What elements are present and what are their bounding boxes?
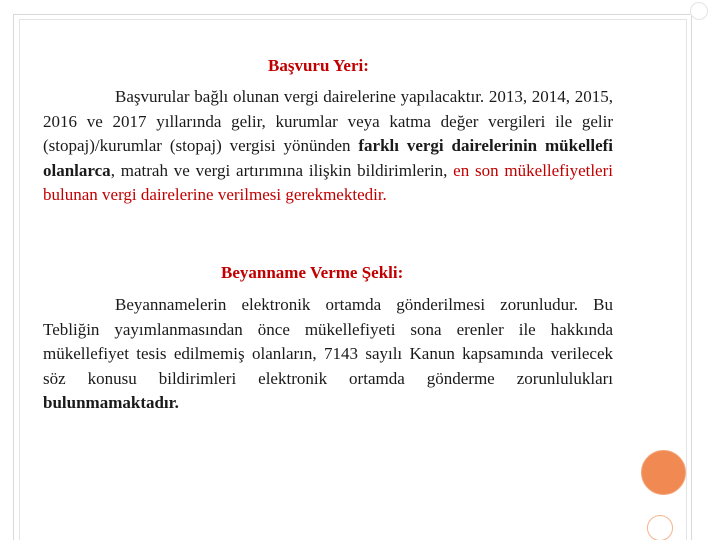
paragraph-bold-text: bulunmamaktadır. bbox=[43, 393, 179, 412]
paragraph-text: Beyannamelerin elektronik ortamda gönderilmesi zorunludur. Bu Tebliğin yayımlanmasından önce mükellefiyeti sona erenler ile hakkında mükellefiyet tesis edilmemiş olanların, 7143 sayılı Kanun kapsamında verilecek söz konusu bildirimleri elektronik ortamda gönderme zorunlulukları bbox=[43, 295, 613, 388]
paragraph-text: Başvurular bağlı olunan vergi dairelerine yapılacaktır. 2013, 2014, 2015, 2016 ve 2017 yıllarında gelir, kurumlar veya katma değer vergileri ile gelir (stopaj)/kurumlar (stopaj) vergisi yönünden bbox=[43, 87, 613, 155]
section-paragraph-filing-method bbox=[43, 293, 613, 416]
paragraph-bold-text: farklı vergi dairelerinin mükellefi olanlarca bbox=[43, 136, 613, 180]
section-heading-application-place: Başvuru Yeri: bbox=[268, 56, 369, 75]
paragraph-highlight-text: en son mükellefiyetleri bulunan vergi dairelerine verilmesi gerekmektedir. bbox=[43, 160, 613, 204]
section-heading-filing-method: Beyanname Verme Şekli: bbox=[221, 263, 404, 282]
section-paragraph-application-place bbox=[43, 85, 613, 208]
paragraph-text: , matrah ve vergi artırımına ilişkin bildirimlerin, bbox=[110, 160, 454, 180]
decorative-circle-orange bbox=[641, 450, 686, 495]
decorative-circle-top bbox=[690, 2, 708, 20]
decorative-circle-bottom bbox=[647, 515, 673, 540]
